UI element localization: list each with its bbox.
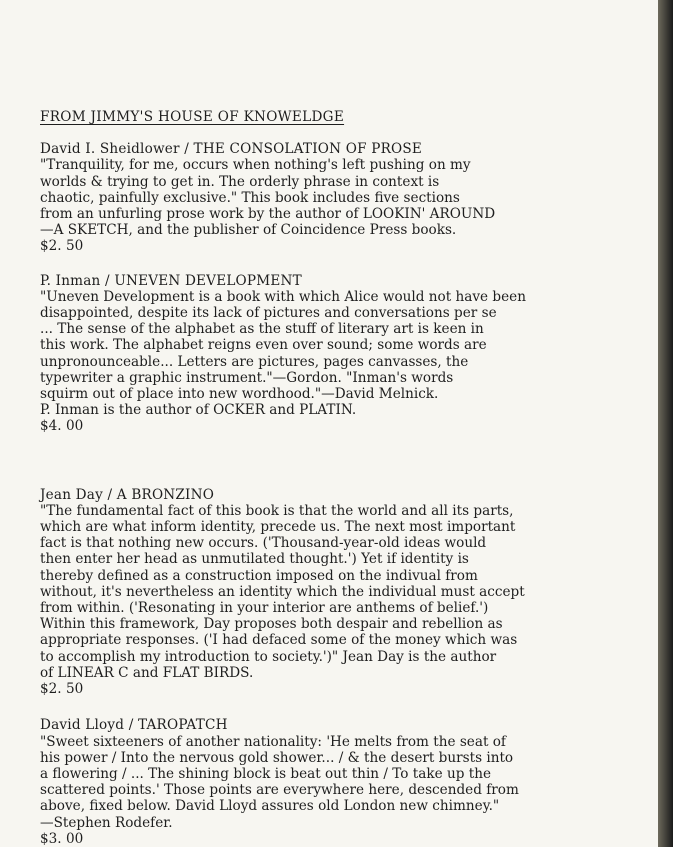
entry-text-line: fact is that nothing new occurs. ('Thousand-year-old ideas would [40,535,487,552]
entry-text-line: worlds & trying to get in. The orderly phrase in context is [40,173,440,190]
entry-text-line: ... The sense of the alphabet as the stuff of literary art is keen in [40,321,484,338]
catalog-entry-inman [40,273,635,435]
catalog-entry-sheidlower [40,141,635,254]
entry-text-line: squirm out of place into new wordhood."—David Melnick. [40,386,439,403]
entry-price: $2. 50 [40,238,84,255]
entry-text-line: disappointed, despite its lack of pictures and conversations per se [40,305,497,322]
catalog-entry-lloyd [40,717,635,847]
entry-title: David I. Sheidlower / THE CONSOLATION OF PROSE [40,141,422,158]
entry-title: P. Inman / UNEVEN DEVELOPMENT [40,272,302,289]
entry-text-line: without, it's nevertheless an identity which the individual must accept [40,583,525,600]
entry-text-line: then enter her head as unmutilated thought.') Yet if identity is [40,551,469,568]
entry-text-line: "Tranquility, for me, occurs when nothing's left pushing on my [40,157,471,174]
entry-text-line: of LINEAR C and FLAT BIRDS. [40,664,254,681]
entry-text-line: from within. ('Resonating in your interior are anthems of belief.') [40,600,489,617]
section-heading: FROM JIMMY'S HOUSE OF KNOWELDGE [40,109,345,125]
entry-text-line: —Stephen Rodefer. [40,814,173,831]
entry-text-line: "Sweet sixteeners of another nationality: 'He melts from the seat of [40,733,506,750]
entry-price: $2. 50 [40,681,84,698]
entry-text-line: a flowering / ... The shining block is beat out thin / To take up the [40,765,491,782]
entry-text-line: P. Inman is the author of OCKER and PLATIN. [40,402,357,419]
entry-price: $3. 00 [40,830,84,847]
book-spine-shadow [658,0,673,847]
entry-text-line: his power / Into the nervous gold shower... / & the desert bursts into [40,749,514,766]
entry-title: David Lloyd / TAROPATCH [40,717,228,734]
entry-text-line: "The fundamental fact of this book is that the world and all its parts, [40,502,514,519]
entry-text-line: scattered points.' Those points are everywhere here, descended from [40,782,519,799]
entry-price: $4. 00 [40,418,84,435]
entry-text-line: "Uneven Development is a book with which Alice would not have been [40,288,526,305]
entry-text-line: —A SKETCH, and the publisher of Coincidence Press books. [40,222,457,239]
entry-text-line: chaotic, painfully exclusive." This book includes five sections [40,189,460,206]
catalog-content [40,109,635,847]
entry-text-line: Within this framework, Day proposes both despair and rebellion as [40,616,503,633]
catalog-entry-day [40,487,635,698]
entry-text-line: from an unfurling prose work by the author of LOOKIN' AROUND [40,206,496,223]
entry-text-line: thereby defined as a construction imposed on the indivual from [40,567,478,584]
entry-text-line: appropriate responses. ('I had defaced some of the money which was [40,632,518,649]
entry-text-line: to accomplish my introduction to society.')" Jean Day is the author [40,648,497,665]
entry-title: Jean Day / A BRONZINO [40,486,215,503]
entry-text-line: this work. The alphabet reigns even over sound; some words are [40,337,487,354]
entry-text-line: above, fixed below. David Lloyd assures old London new chimney." [40,798,500,815]
entry-text-line: typewriter a graphic instrument."—Gordon. "Inman's words [40,369,454,386]
entry-text-line: which are what inform identity, precede us. The next most important [40,519,516,536]
entry-text-line: unpronounceable... Letters are pictures, pages canvasses, the [40,353,469,370]
